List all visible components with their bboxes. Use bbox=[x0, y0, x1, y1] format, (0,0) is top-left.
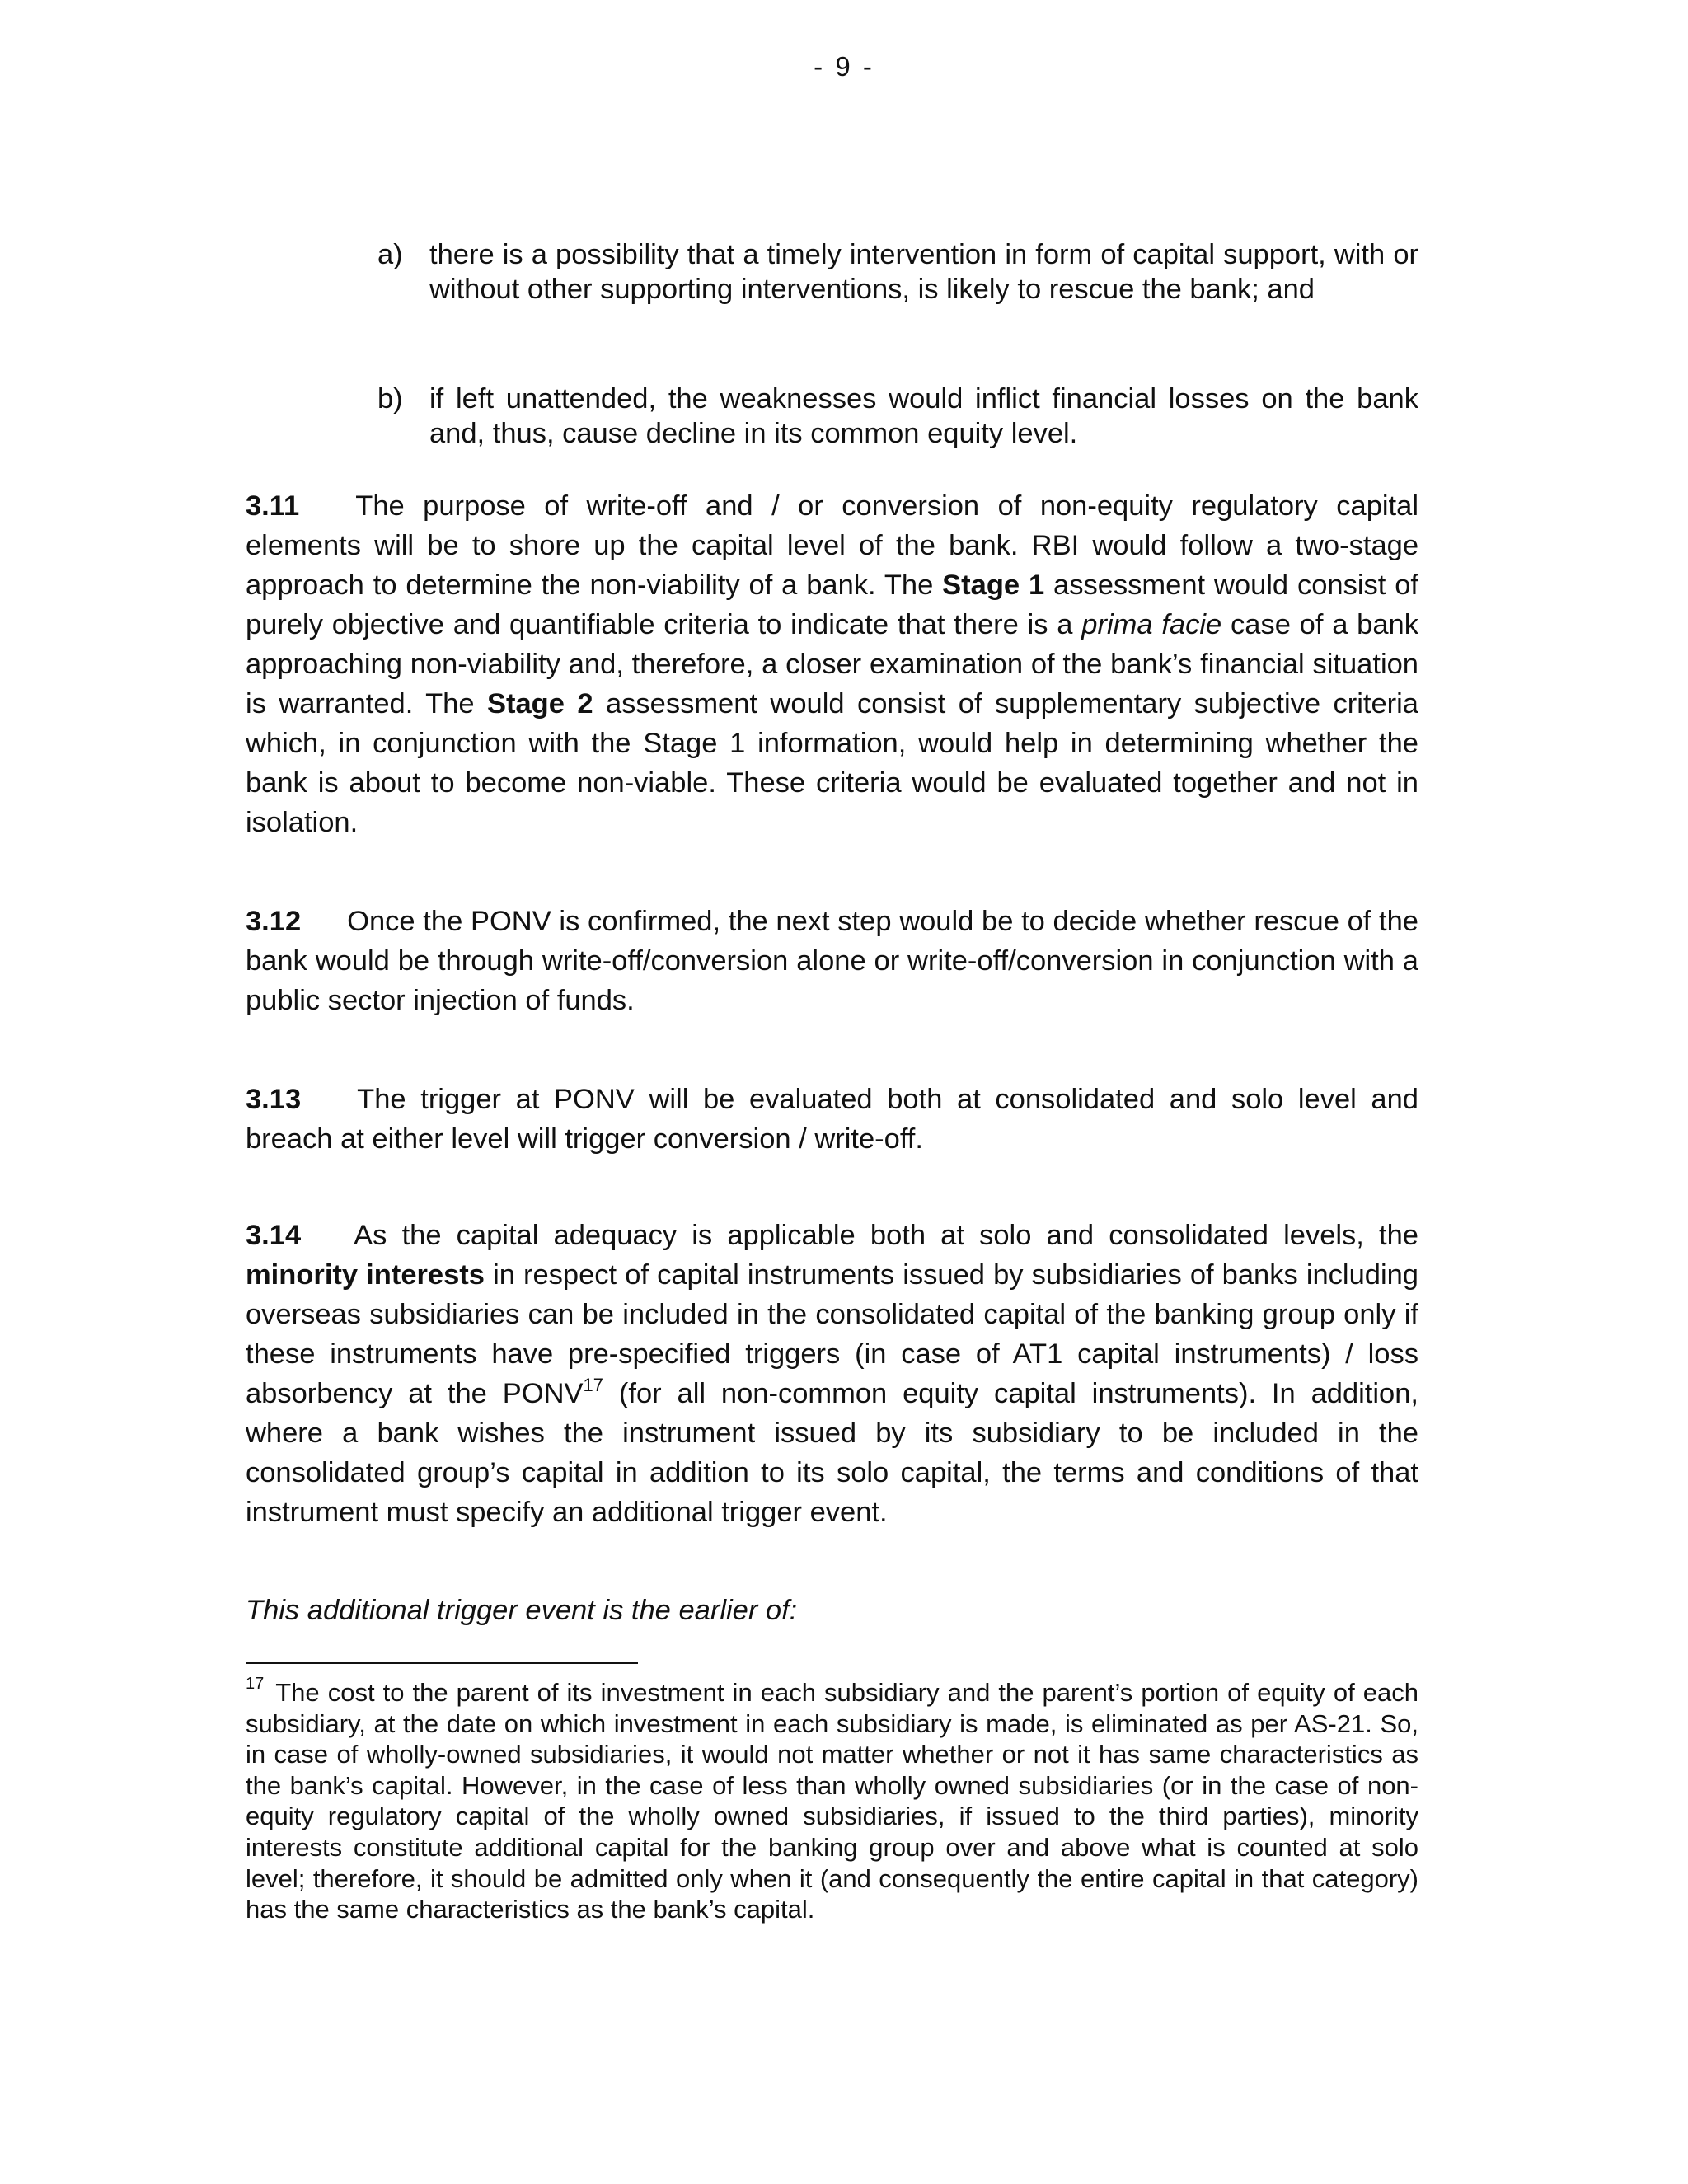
paragraph-number: 3.12 bbox=[246, 906, 302, 937]
paragraph-text: The purpose of write-off and / or conversion of non-equity regulatory capital elements will be to shore up the capital level of the bank. RBI would follow a two-stage approach to determine the non-viability of a bank. The bbox=[246, 490, 1418, 601]
paragraph-number: 3.14 bbox=[246, 1220, 302, 1251]
list-item-text: if left unattended, the weaknesses would inflict financial losses on the bank and, thus, cause decline in its common equity level. bbox=[429, 383, 1418, 449]
bold-term: Stage 1 bbox=[942, 569, 1045, 601]
paragraph-3-11 bbox=[246, 486, 1418, 842]
footnote-separator bbox=[246, 1662, 638, 1664]
list-item-text: there is a possibility that a timely intervention in form of capital support, with or without other supporting interventions, is likely to rescue the bank; and bbox=[429, 239, 1418, 305]
page-number: - 9 - bbox=[814, 51, 874, 82]
list-marker: a) bbox=[377, 239, 403, 270]
italic-term: prima facie bbox=[1081, 609, 1222, 640]
bold-term: minority interests bbox=[246, 1259, 485, 1291]
paragraph-number: 3.13 bbox=[246, 1084, 302, 1115]
paragraph-text: (for all non-common equity capital instruments). In addition, where a bank wishes the instrument issued by its subsidiary to be included in the consolidated group’s capital in addition to its solo capital, the terms and conditions of that instrument must specify an additional trigger event. bbox=[246, 1378, 1419, 1528]
paragraph-text: in respect of capital instruments issued by subsidiaries of banks including overseas subsidiaries can be included in the consolidated capital of the banking group only if these instruments have pre-specified triggers (in case of AT1 capital instruments) / loss absorbency at the PONV bbox=[246, 1259, 1418, 1409]
list-marker: b) bbox=[377, 383, 403, 415]
paragraph-3-13 bbox=[246, 1080, 1418, 1159]
italic-lead-in: This additional trigger event is the earlier of: bbox=[246, 1595, 798, 1626]
paragraph-text: case of a bank approaching non-viability and, therefore, a closer examination of the bank’s financial situation is warranted. The bbox=[246, 609, 1418, 719]
footnote-17 bbox=[246, 1674, 1418, 1925]
footnote-text: The cost to the parent of its investment in each subsidiary and the parent’s portion of equity of each subsidiary, at the date on which investment in each subsidiary is made, is eliminated as per AS-21. So, in case of wholly-owned subsidiaries, it would not matter whether or not it has same characteristics as the bank’s capital. However, in the case of less than wholly owned subsidiaries (or in the case of non-equity regulatory capital of the wholly owned subsidiaries, if issued to the third parties), minority interests constitute additional capital for the banking group over and above what is counted at solo level; therefore, it should be admitted only when it (and consequently the entire capital in that category) has the same characteristics as the bank’s capital. bbox=[246, 1678, 1418, 1924]
paragraph-3-12 bbox=[246, 902, 1418, 1020]
paragraph-number: 3.11 bbox=[246, 490, 300, 522]
paragraph-text: assessment would consist of purely objective and quantifiable criteria to indicate that there is a bbox=[246, 569, 1418, 640]
list-item-b bbox=[377, 382, 1418, 451]
footnote-marker: 17 bbox=[246, 1674, 265, 1693]
paragraph-text: As the capital adequacy is applicable both at solo and consolidated levels, the bbox=[354, 1220, 1418, 1251]
footnote-reference[interactable]: 17 bbox=[583, 1374, 603, 1395]
paragraph-text: assessment would consist of supplementary subjective criteria which, in conjunction with the Stage 1 information, would help in determining whether the bank is about to become non-viable. These criteria would be evaluated together and not in isolation. bbox=[246, 688, 1418, 838]
list-item-a bbox=[377, 237, 1418, 307]
paragraph-3-14 bbox=[246, 1216, 1418, 1532]
paragraph-text: The trigger at PONV will be evaluated both at consolidated and solo level and breach at either level will trigger conversion / write-off. bbox=[246, 1084, 1418, 1155]
paragraph-text: Once the PONV is confirmed, the next step would be to decide whether rescue of the bank would be through write-off/conversion alone or write-off/conversion in conjunction with a public sector injection of funds. bbox=[246, 906, 1418, 1016]
bold-term: Stage 2 bbox=[486, 688, 593, 719]
